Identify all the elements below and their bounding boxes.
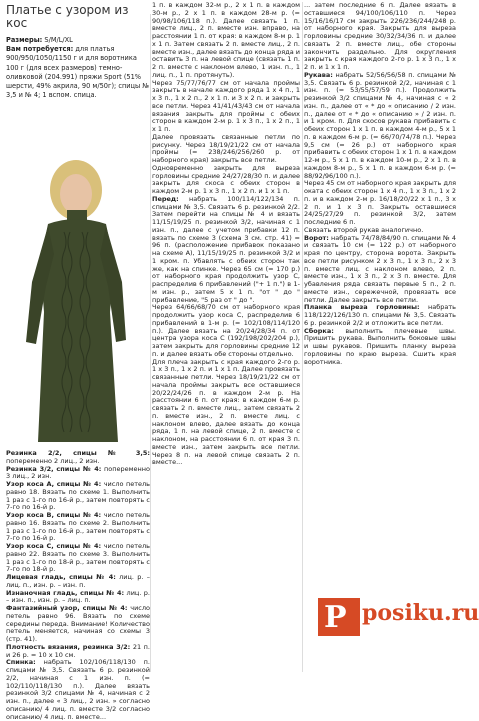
watermark-text: posiku.ru xyxy=(362,600,479,626)
sizes-value: S/M/L/XL xyxy=(44,36,73,44)
paragraph-text: попеременно 3 лиц., 2 изн. xyxy=(6,464,153,481)
paragraph-heading: Резинка 3/2, спицы № 4: xyxy=(6,464,102,473)
paragraph-heading: Узор коса A, спицы № 4: xyxy=(6,480,102,488)
intro-block xyxy=(6,36,150,100)
paragraph xyxy=(304,233,459,305)
paragraph-text: Через 45 см от наборного края закрыть для оката с обеих сторон 1 x 4 п., 1 x 3 п., 1 x 2 п. и в каждом 2-м р. 16/18/20/22 x 1 п., 3 x 2 п. и 1 x 3 п. Закрыть оставшиеся 24/25/27/29 п. резинкой 3/2, затем последние 6 п. xyxy=(304,179,459,226)
paragraph xyxy=(6,480,153,512)
paragraph-heading: Резинка 2/2, спицы № 3,5: xyxy=(6,449,150,457)
paragraph-heading: Узор коса C, спицы № 4: xyxy=(6,542,102,550)
paragraph-heading: Фантазийный узор, спицы № 4: xyxy=(6,604,128,612)
paragraph xyxy=(6,464,153,482)
paragraph xyxy=(152,132,303,165)
paragraph-heading: Планка выреза горловины: xyxy=(304,303,420,312)
paragraph-heading: Ворот: xyxy=(304,233,329,242)
paragraph xyxy=(152,78,303,134)
paragraph xyxy=(6,573,153,590)
paragraph-text: попеременно 2 лиц., 2 изн. xyxy=(6,449,153,465)
page-title: Платье с узором из кос xyxy=(6,3,129,30)
instructions-column-1 xyxy=(6,449,153,721)
paragraph xyxy=(6,588,153,606)
paragraph-text: 1 п. в каждом 32-м р., 2 x 1 п. в каждом 30-м р., 2 x 1 п. в каждом 28-м р. (= 90/98/106/118 п.). Далее связать 1 п. вместе лиц., 2 п. вместе изн. вправо, на расстоянии 1 п. от края: в каждом 8-м р. 1 x 1 п. Затем связать 2 п. вместе лиц., 2 п. вместе изн., далее вязать до конца ряда и оставить 3 п. на левой спице (связать 1 п. 2 п. вместе с наклоном влево, 1 изн. п., 1 лиц. п., 1 п. протянуть). xyxy=(152,1,303,79)
paragraph-text: лиц. р. – изн. п., изн. р. – лиц. п. xyxy=(6,588,153,605)
instructions-column-3 xyxy=(304,1,459,672)
paragraph-heading: Рукава: xyxy=(304,70,333,79)
paragraph xyxy=(304,179,459,227)
paragraph-text: Через 75/77/76/77 см от начала проймы закрыть в начале каждого ряда 1 x 4 п., 1 x 3 п., 1 x 2 п., 2 x 1 п. и 3 x 2 п. и закрыть все петли. Через 41/41/43/43 см от начала вязания закрыть для проймы с обеих сторон в каждом 2-м р. 1 x 3 п., 1 x 2 п., 1 x 1 п. xyxy=(152,78,303,133)
paragraph-text: Далее провязать связанные петли по рисунку. Через 18/19/21/22 см от начала проймы (= 238/246/256/260 р. от наборного края) закрыть все петли. xyxy=(152,132,303,164)
watermark-letter: P xyxy=(324,600,347,635)
paragraph-text: Через 64/66/68/70 см от наборного края продолжить узор коса C, распределив 6 прибавлений в 1-м р. (= 102/108/114/120 п.). Далее вязать на 20/24/28/34 п. от центра узора коса C (192/198/202/204 р.), затем закрыть для горловины средние 12 п. и далее вязать обе стороны отдельно. xyxy=(152,303,303,358)
paragraph xyxy=(152,1,303,80)
paragraph-heading: Спинка: xyxy=(6,658,36,667)
paragraph xyxy=(6,658,153,721)
paragraph-text: лиц. р. – лиц. п., изн. р. – изн. п. xyxy=(6,573,153,589)
paragraph xyxy=(6,642,153,660)
paragraph-text: Для плеча закрыть с края каждого 2-го р. 1 x 3 п., 1 x 2 п. и 1 x 1 п. Далее провязать связанные петли. Через 18/19/21/22 см от начала проймы закрыть все оставшиеся 20/22/24/26 п. в каждом 2-м р. На расстоянии 6 п. от края: в каждом 6-м р. связать 2 п. вместе лиц., затем связать 2 п. вместе изн., 2 п. вместе лиц. с наклоном влево, далее вязать до конца ряда, 1 п. на левой спице, 2 п. вместе с наклоном, на расстоянии 6 п. от края 3 п. вместе изн., затем закрыть все петли. Через 8 п. на левой спице связать 2 п. вместе... xyxy=(152,357,303,467)
paragraph-heading: Узор коса B, спицы № 4: xyxy=(6,511,102,519)
paragraph-text: набрать 74/78/84/90 п. спицами № 4 и связать 10 см (= 122 р.) от наборного края по центру, сторона ворота. Закрыть все петли рисунком 2 x 3 п., 1 x 3 п., 2 x 3 п. вместе лиц. с наклоном влево, 2 п. вместе изн., 1 x 3 п., 2 x 3 п. вместе. Для убавления ряда связать первые 5 п., 2 п. вместе изн., сережечной, провязать все петли. Далее закрыть все петли. xyxy=(304,233,459,304)
sizes-label: Размеры: xyxy=(6,36,43,44)
paragraph-text: число петель равно 16. Вязать по схеме 2. Выполнить 1 раз с 1-го по 16-й р., затем повторять с 7-го по 16-й р. xyxy=(6,511,153,543)
paragraph-heading: Перед: xyxy=(152,194,179,203)
paragraph-text: 21 п. и 26 р. = 10 х 10 см. xyxy=(6,642,153,659)
materials-text: для платья 900/950/1050/1150 г и для воротника 100 г (для всех размеров) темно-оливковой (204.991) пряжи Sport (51% шерсти, 49% акрила, 90 м/50г); спицы № 3,5 и № 4; 1 вспом. спица. xyxy=(6,45,150,100)
watermark-badge xyxy=(318,598,360,636)
paragraph xyxy=(6,511,153,543)
paragraph-heading: Сборка: xyxy=(304,326,334,335)
paragraph xyxy=(304,303,459,327)
paragraph-text: число петель равно 22. Вязать по схеме 3. Выполнить 1 раз с 1-го по 18-й р., затем повторять с 7-го по 18-й р. xyxy=(6,542,153,574)
paragraph-heading: Лицевая гладь, спицы № 4: xyxy=(6,573,116,581)
paragraph xyxy=(6,604,153,644)
paragraph-text: Связать второй рукав аналогично. xyxy=(304,225,424,234)
paragraph xyxy=(304,326,459,367)
paragraph-text: ... затем последние 6 п. Далее вязать в оставшиеся 94/100/106/110 п. Через 15/16/16/17 см закрыть 226/236/244/248 р. от наборного края. Закрыть для выреза горловины средние 30/32/34/36 п. и далее связать 2 п. вместе лиц., обе стороны закончить раздельно. Для округления закрыть с края каждого 2-го р. 1 x 3 п., 1 x 2 п. и 1 x 1 п. xyxy=(304,1,459,71)
paragraph-text: набрать 52/56/56/58 п. спицами № 3,5. Связать 6 р. резинкой 2/2, начиная с 1 изн. п. (= 53/55/57/59 п.). Продолжить резинкой 3/2 спицами № 4, начиная с « 2 изн. п., далее от « * до « описанию / 2 изн. п., далее от « * до « описанию » / 2 изн. п. и 1 кром. п. Для скосов рукава прибавить с обеих сторон 1 x 1 п. в каждом 4-м р., 5 x 1 п. в каждом 6-м р. (= 66/70/74/78 п.). Через 9,5 см (= 26 р.) от наборного края прибавить с обеих сторон 1 x 1 п. в каждом 12-м р., 5 x 1 п. в каждом 10-м р., 2 x 1 п. в каждом 8-м р., 5 x 1 п. в каждом 6-м р. (= 88/92/96/100 п.). xyxy=(304,70,459,180)
model-photo xyxy=(14,162,140,448)
paragraph xyxy=(304,1,459,72)
materials-label: Вам потребуется: xyxy=(6,45,74,54)
model-photo-illustration xyxy=(14,162,140,448)
paragraph-heading: Плотность вязания, резинка 3/2: xyxy=(6,642,131,651)
paragraph-text: число петель равно 96. Вязать по схеме середины переда. Внимание! Количество петель меняется, начиная со схемы 3 (стр. 41). xyxy=(6,604,153,643)
paragraph xyxy=(304,70,459,181)
paragraph-text: число петель равно 18. Вязать по схеме 1. Выполнить 1 раз с 1-го по 16-й р., затем повторять с 7-го по 16-й р. xyxy=(6,480,153,512)
paragraph xyxy=(6,449,153,466)
watermark-logo xyxy=(318,588,479,644)
paragraph xyxy=(152,163,303,196)
paragraph-text: набрать 118/122/126/130 п. спицами № 3,5. Связать 6 р. резинкой 2/2 и отложить все петли. xyxy=(304,303,459,327)
column-divider xyxy=(302,2,303,672)
paragraph xyxy=(152,194,303,305)
paragraph-text: Одновременно закрыть для выреза горловины средние 24/27/28/30 п. и далее закрыть для скоса с обеих сторон в каждом 2-м р. 1 x 3 п., 1 x 2 п. и 1 x 1 п. xyxy=(152,163,303,195)
instructions-column-2 xyxy=(152,1,303,672)
paragraph-text: выполнить плечевые швы. Пришить рукава. Выполнить боковые швы и швы рукавов. Пришить планку выреза горловины по краю выреза. Сшить края воротника. xyxy=(304,326,459,366)
paragraph xyxy=(152,357,303,468)
paragraph-text: набрать 102/106/118/130 п. спицами № 3,5. Связать 6 р. резинкой 2/2, начиная с 1 изн. п. (= 102/110/118/130 п.). Далее вязать резинкой 3/2 спицами № 4, начиная с 2 изн. п., далее « 3 лиц., 2 изн. » согласно описанию/ 4 лиц. п. вместе 3/2 согласно описанию/ 4 лиц. п. вместе... xyxy=(6,658,153,721)
paragraph-text: набрать 100/114/122/134 п. спицами № 3,5. Связать 6 р. резинкой 2/2. Затем перейти на спицы № 4 и вязать 11/15/19/25 п. резинкой 3/2, начиная с 1 изн. п., далее с учетом прибавки 12 п. вязать по схеме 3 (схема 3 см. стр. 41) = 96 п. (расположение прибавок показано на схеме A), 11/15/19/25 п. резинкой 3/2 и 1 кром. п. Убавлять с обеих сторон так же, как на спинке. Через 65 см (= 170 р.) от наборного края продолжить узор C, распределив 6 прибавлений ("+ 1 п.") в 1-м изн. р., затем 5 x 1 п. "от " до " прибавление, "5 раз от " до ". xyxy=(152,194,303,304)
paragraph xyxy=(152,303,303,358)
paragraph-heading: Изнаночная гладь, спицы № 4: xyxy=(6,588,125,597)
paragraph xyxy=(6,542,153,574)
